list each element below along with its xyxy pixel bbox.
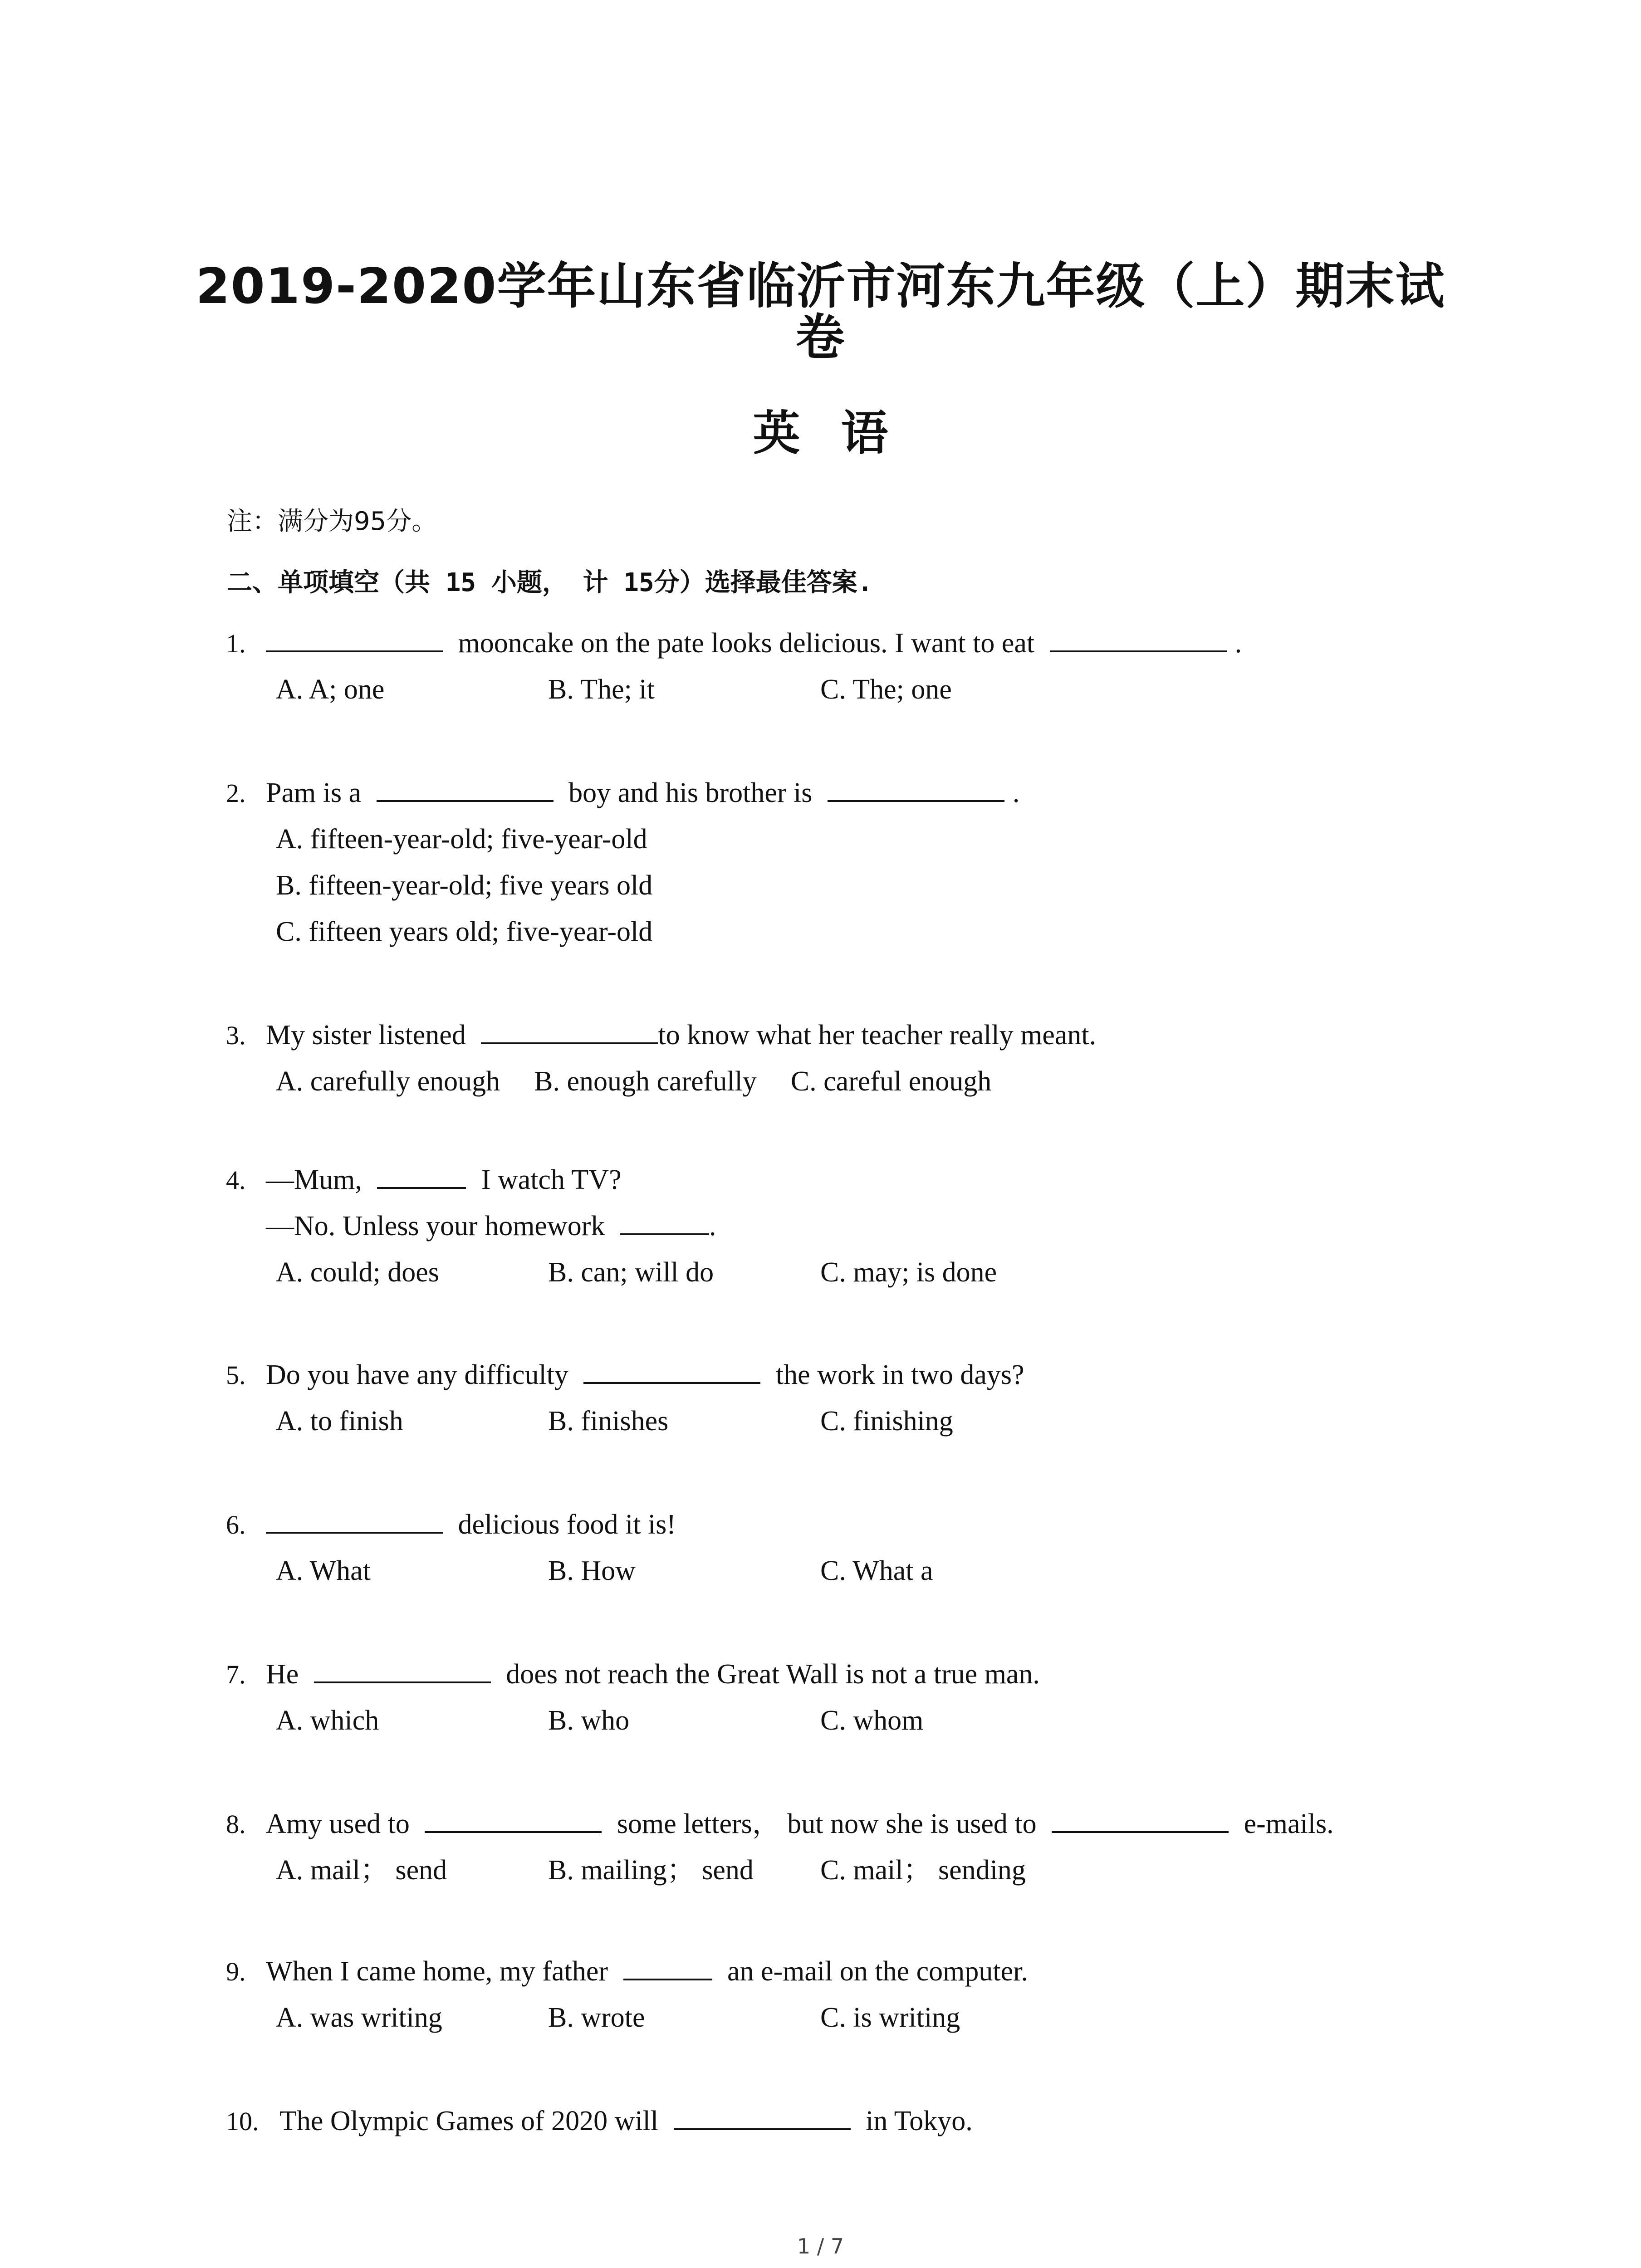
answer-blank [674, 2102, 851, 2130]
question-5 [226, 1352, 1587, 1444]
option-b: B. who [548, 1705, 630, 1736]
option-a: A. was writing [276, 2002, 442, 2033]
stem-text: an e-mail on the computer. [720, 1956, 1028, 1987]
stem-text: Pam is a [266, 777, 368, 808]
stem-text: boy and his brother is [561, 777, 819, 808]
option-a: A. could; does [276, 1257, 439, 1288]
question-9 [226, 1948, 1587, 2041]
option-c: C. whom [820, 1705, 924, 1736]
stem-text: in Tokyo. [858, 2106, 973, 2136]
question-stem [226, 1157, 1587, 1203]
stem-text: delicious food it is! [451, 1509, 676, 1540]
answer-blank [266, 1505, 443, 1534]
question-10 [226, 2098, 1587, 2144]
question-8 [226, 1801, 1587, 1893]
option-c: C. What a [820, 1555, 933, 1586]
options-row [226, 1697, 1587, 1744]
question-number: 1. [226, 629, 246, 658]
question-2 [226, 770, 1587, 955]
stem-text: When I came home, my father [266, 1956, 615, 1987]
answer-blank [314, 1655, 491, 1683]
answer-blank [266, 624, 443, 652]
answer-blank [623, 1952, 712, 1980]
option-a: A. mail； send [276, 1855, 447, 1886]
answer-blank [1052, 1805, 1229, 1833]
option-a: A. What [276, 1555, 371, 1586]
stem-text: He [266, 1659, 306, 1690]
question-stem [226, 1501, 1587, 1548]
question-6 [226, 1501, 1587, 1594]
question-stem [226, 1801, 1587, 1847]
question-stem-reply [226, 1203, 1587, 1249]
stem-text: some letters， but now she is used to [610, 1809, 1044, 1839]
option-c: C. may; is done [820, 1257, 997, 1288]
option-a: A. which [276, 1705, 379, 1736]
section-heading: 二、单项填空（共 15 小题， 计 15分）选择最佳答案. [227, 568, 873, 597]
stem-text: —Mum, [266, 1164, 369, 1195]
options-row [226, 1847, 1587, 1893]
question-number: 4. [226, 1165, 246, 1195]
question-number: 7. [226, 1660, 246, 1689]
question-number: 6. [226, 1510, 246, 1540]
question-stem [226, 770, 1587, 816]
subject-heading: 英语 [753, 406, 929, 461]
stem-text: I watch TV? [474, 1164, 622, 1195]
stem-text: the work in two days? [769, 1359, 1024, 1390]
question-7 [226, 1651, 1587, 1744]
question-number: 2. [226, 778, 246, 808]
question-number: 3. [226, 1021, 246, 1050]
option-b: B. can; will do [548, 1257, 714, 1288]
answer-blank [583, 1356, 760, 1384]
answer-blank [481, 1016, 658, 1044]
option-b: B. How [548, 1555, 636, 1586]
page-number: 1 / 7 [797, 2234, 844, 2258]
stem-text: e-mails. [1237, 1809, 1334, 1839]
stem-text: mooncake on the pate looks delicious. I want to eat [451, 628, 1042, 659]
score-note: 注：满分为95分。 [227, 507, 437, 536]
question-stem [226, 620, 1587, 666]
stem-text: Amy used to [266, 1809, 417, 1839]
question-number: 9. [226, 1957, 246, 1986]
option-b: B. wrote [548, 2002, 645, 2033]
question-1 [226, 620, 1587, 713]
answer-blank [377, 1161, 466, 1189]
answer-blank [425, 1805, 602, 1833]
question-3 [226, 1012, 1587, 1105]
option-c: C. fifteen years old; five-year-old [276, 916, 653, 947]
stem-text: does not reach the Great Wall is not a true man. [499, 1659, 1040, 1690]
question-stem [226, 2098, 1587, 2144]
option-b: B. enough carefully [534, 1066, 757, 1097]
question-number: 8. [226, 1809, 246, 1839]
question-stem [226, 1012, 1587, 1058]
stem-text: . [1234, 628, 1242, 659]
option-a: A. carefully enough [276, 1066, 500, 1097]
answer-blank [828, 774, 1004, 802]
option-c: C. is writing [820, 2002, 960, 2033]
options-row [226, 666, 1587, 713]
stem-text: —No. Unless your homework [266, 1211, 612, 1242]
options-row [226, 1058, 1587, 1105]
option-b: B. The; it [548, 674, 655, 705]
stem-text: . [709, 1211, 716, 1242]
stem-text: My sister listened [266, 1020, 473, 1051]
question-stem [226, 1651, 1587, 1697]
options-row [226, 1994, 1587, 2041]
option-a: A. A; one [276, 674, 385, 705]
stem-text: The Olympic Games of 2020 will [279, 2106, 666, 2136]
stem-text: . [1012, 777, 1020, 808]
option-b: B. fifteen-year-old; five years old [276, 870, 653, 901]
options-row [226, 1548, 1587, 1594]
option-c: C. finishing [820, 1406, 953, 1437]
exam-title-line-1: 2019-2020学年山东省临沂市河东九年级（上）期末试 [196, 258, 1445, 315]
answer-blank [377, 774, 554, 802]
question-stem [226, 1352, 1587, 1398]
option-a: A. fifteen-year-old; five-year-old [276, 824, 647, 855]
stem-text: Do you have any difficulty [266, 1359, 576, 1390]
question-4 [226, 1157, 1587, 1295]
option-c: C. careful enough [790, 1066, 992, 1097]
option-c: C. The; one [820, 674, 952, 705]
option-b: B. mailing； send [548, 1855, 754, 1886]
options-row [226, 1398, 1587, 1444]
question-stem [226, 1948, 1587, 1994]
question-number: 5. [226, 1360, 246, 1390]
question-number: 10. [226, 2107, 259, 2136]
answer-blank [1050, 624, 1227, 652]
option-b: B. finishes [548, 1406, 669, 1437]
exam-title-line-2: 卷 [795, 309, 846, 366]
option-c: C. mail； sending [820, 1855, 1026, 1886]
options-row [226, 1249, 1587, 1295]
stem-text: to know what her teacher really meant. [658, 1020, 1097, 1051]
answer-blank [620, 1207, 709, 1235]
option-a: A. to finish [276, 1406, 403, 1437]
